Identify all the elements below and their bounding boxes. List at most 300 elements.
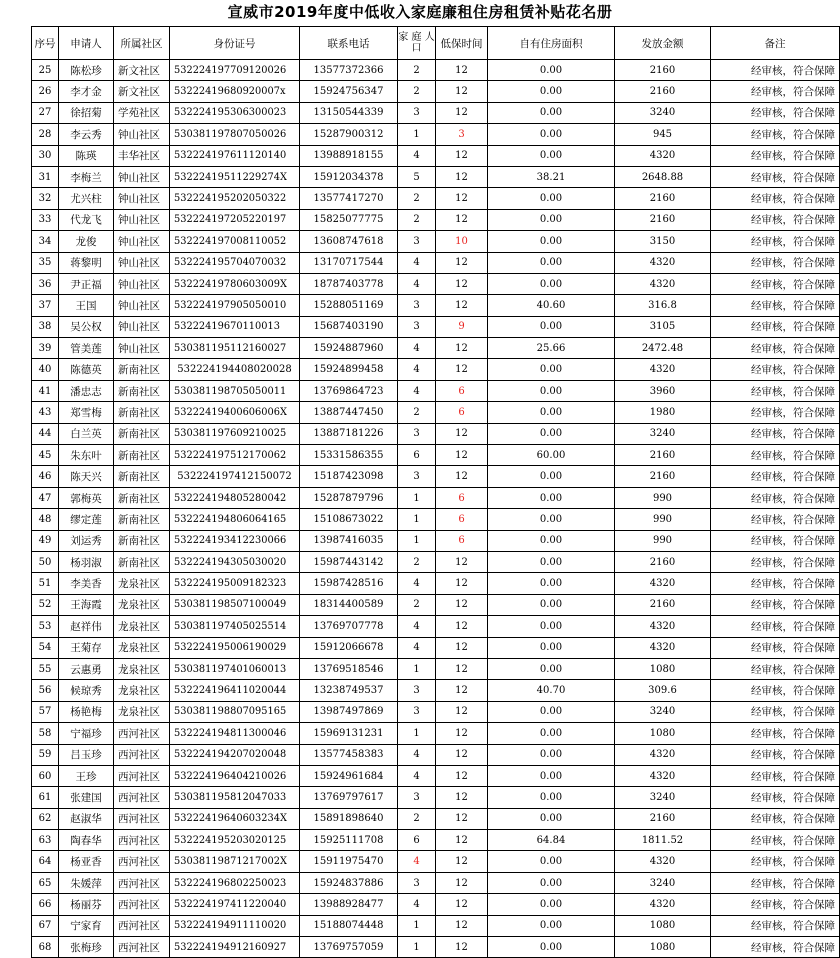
cell-family-size: 6 <box>398 445 436 466</box>
cell-amount: 2160 <box>615 188 711 209</box>
cell-amount: 4320 <box>615 252 711 273</box>
cell-applicant: 陶春华 <box>59 830 114 851</box>
table-row <box>32 252 840 273</box>
col-header-id: 身份证号 <box>170 27 300 60</box>
cell-seq: 28 <box>32 124 59 145</box>
table-row <box>32 830 840 851</box>
cell-applicant: 郭梅英 <box>59 487 114 508</box>
cell-community: 新南社区 <box>114 359 170 380</box>
cell-id-number: 532224197709120026 <box>170 60 300 81</box>
cell-phone: 15912066678 <box>300 637 398 658</box>
cell-remark: 经审核，符合保障 <box>711 231 840 252</box>
cell-seq: 36 <box>32 273 59 294</box>
cell-area: 0.00 <box>488 252 615 273</box>
cell-remark: 经审核，符合保障 <box>711 551 840 572</box>
cell-remark: 经审核，符合保障 <box>711 701 840 722</box>
cell-remark: 经审核，符合保障 <box>711 723 840 744</box>
table-row <box>32 166 840 187</box>
cell-family-size: 2 <box>398 594 436 615</box>
table-row <box>32 787 840 808</box>
cell-applicant: 王珍 <box>59 765 114 786</box>
cell-phone: 15987443142 <box>300 551 398 572</box>
cell-phone: 18787403778 <box>300 273 398 294</box>
cell-area: 38.21 <box>488 166 615 187</box>
cell-family-size: 4 <box>398 637 436 658</box>
cell-area: 0.00 <box>488 402 615 423</box>
cell-community: 钟山社区 <box>114 209 170 230</box>
cell-family-size: 1 <box>398 530 436 551</box>
cell-family-size: 4 <box>398 359 436 380</box>
cell-months: 12 <box>436 637 488 658</box>
cell-family-size: 4 <box>398 252 436 273</box>
cell-months: 12 <box>436 851 488 872</box>
cell-phone: 15924887960 <box>300 338 398 359</box>
cell-months: 6 <box>436 402 488 423</box>
cell-community: 龙泉社区 <box>114 637 170 658</box>
cell-area: 40.70 <box>488 680 615 701</box>
cell-family-size: 2 <box>398 81 436 102</box>
table-row <box>32 102 840 123</box>
cell-applicant: 张梅珍 <box>59 937 114 958</box>
cell-family-size: 4 <box>398 894 436 915</box>
cell-community: 龙泉社区 <box>114 573 170 594</box>
cell-remark: 经审核，符合保障 <box>711 102 840 123</box>
table-row <box>32 872 840 893</box>
cell-amount: 1811.52 <box>615 830 711 851</box>
cell-family-size: 3 <box>398 872 436 893</box>
cell-id-number: 53222419511229274X <box>170 166 300 187</box>
cell-applicant: 龙俊 <box>59 231 114 252</box>
table-row <box>32 487 840 508</box>
cell-family-size: 6 <box>398 830 436 851</box>
cell-remark: 经审核，符合保障 <box>711 209 840 230</box>
cell-applicant: 杨羽淑 <box>59 551 114 572</box>
cell-applicant: 李美香 <box>59 573 114 594</box>
cell-area: 0.00 <box>488 231 615 252</box>
cell-community: 西河社区 <box>114 765 170 786</box>
cell-phone: 13887181226 <box>300 423 398 444</box>
cell-phone: 15987428516 <box>300 573 398 594</box>
cell-id-number: 530381197807050026 <box>170 124 300 145</box>
cell-months: 12 <box>436 701 488 722</box>
cell-months: 6 <box>436 530 488 551</box>
cell-phone: 13238749537 <box>300 680 398 701</box>
cell-applicant: 杨亚香 <box>59 851 114 872</box>
cell-family-size: 4 <box>398 851 436 872</box>
cell-amount: 316.8 <box>615 295 711 316</box>
table-row <box>32 81 840 102</box>
cell-seq: 27 <box>32 102 59 123</box>
cell-phone: 15924899458 <box>300 359 398 380</box>
cell-id-number: 530381198507100049 <box>170 594 300 615</box>
cell-community: 钟山社区 <box>114 338 170 359</box>
cell-months: 12 <box>436 188 488 209</box>
cell-remark: 经审核，符合保障 <box>711 273 840 294</box>
cell-phone: 15924837886 <box>300 872 398 893</box>
cell-months: 12 <box>436 573 488 594</box>
cell-months: 3 <box>436 124 488 145</box>
cell-seq: 53 <box>32 616 59 637</box>
cell-id-number: 532224194912160927 <box>170 937 300 958</box>
cell-applicant: 管美莲 <box>59 338 114 359</box>
cell-id-number: 532224196411020044 <box>170 680 300 701</box>
cell-phone: 15287879796 <box>300 487 398 508</box>
cell-applicant: 尹正福 <box>59 273 114 294</box>
cell-months: 12 <box>436 551 488 572</box>
cell-phone: 13769757059 <box>300 937 398 958</box>
cell-phone: 15912034378 <box>300 166 398 187</box>
table-body <box>32 60 840 958</box>
cell-applicant: 代龙飞 <box>59 209 114 230</box>
cell-id-number: 530381197405025514 <box>170 616 300 637</box>
cell-phone: 15108673022 <box>300 509 398 530</box>
table-row <box>32 466 840 487</box>
cell-phone: 13988918155 <box>300 145 398 166</box>
cell-family-size: 3 <box>398 102 436 123</box>
cell-phone: 13988928477 <box>300 894 398 915</box>
cell-id-number: 53222419780603009X <box>170 273 300 294</box>
cell-phone: 13769518546 <box>300 658 398 679</box>
cell-community: 西河社区 <box>114 915 170 936</box>
cell-remark: 经审核，符合保障 <box>711 60 840 81</box>
cell-phone: 13608747618 <box>300 231 398 252</box>
cell-months: 12 <box>436 658 488 679</box>
cell-area: 0.00 <box>488 509 615 530</box>
cell-community: 新文社区 <box>114 81 170 102</box>
cell-remark: 经审核，符合保障 <box>711 830 840 851</box>
table-row <box>32 637 840 658</box>
cell-seq: 66 <box>32 894 59 915</box>
cell-area: 0.00 <box>488 872 615 893</box>
cell-id-number: 532224195306300023 <box>170 102 300 123</box>
cell-phone: 15287900312 <box>300 124 398 145</box>
cell-id-number: 53038119871217002X <box>170 851 300 872</box>
table-row <box>32 658 840 679</box>
cell-community: 西河社区 <box>114 723 170 744</box>
cell-applicant: 陈德英 <box>59 359 114 380</box>
cell-phone: 15891898640 <box>300 808 398 829</box>
cell-applicant: 吴公权 <box>59 316 114 337</box>
cell-id-number: 532224197411220040 <box>170 894 300 915</box>
cell-family-size: 2 <box>398 209 436 230</box>
cell-area: 0.00 <box>488 915 615 936</box>
cell-applicant: 云惠勇 <box>59 658 114 679</box>
cell-applicant: 李才金 <box>59 81 114 102</box>
cell-area: 0.00 <box>488 359 615 380</box>
cell-applicant: 候琼秀 <box>59 680 114 701</box>
table-row <box>32 680 840 701</box>
cell-phone: 15924961684 <box>300 765 398 786</box>
cell-amount: 2160 <box>615 81 711 102</box>
cell-seq: 63 <box>32 830 59 851</box>
cell-id-number: 532224197205220197 <box>170 209 300 230</box>
cell-phone: 18314400589 <box>300 594 398 615</box>
cell-id-number: 530381198705050011 <box>170 380 300 401</box>
cell-area: 0.00 <box>488 423 615 444</box>
cell-months: 9 <box>436 316 488 337</box>
cell-area: 0.00 <box>488 209 615 230</box>
cell-remark: 经审核，符合保障 <box>711 380 840 401</box>
cell-amount: 1080 <box>615 937 711 958</box>
cell-amount: 3240 <box>615 102 711 123</box>
cell-family-size: 3 <box>398 423 436 444</box>
cell-phone: 13769707778 <box>300 616 398 637</box>
col-header-amount: 发放金额 <box>615 27 711 60</box>
cell-phone: 15825077775 <box>300 209 398 230</box>
cell-amount: 2160 <box>615 808 711 829</box>
cell-phone: 15969131231 <box>300 723 398 744</box>
cell-amount: 990 <box>615 487 711 508</box>
cell-remark: 经审核，符合保障 <box>711 445 840 466</box>
cell-applicant: 朱媛萍 <box>59 872 114 893</box>
cell-area: 0.00 <box>488 894 615 915</box>
cell-applicant: 蒋黎明 <box>59 252 114 273</box>
cell-area: 64.84 <box>488 830 615 851</box>
table-row <box>32 338 840 359</box>
cell-seq: 43 <box>32 402 59 423</box>
cell-family-size: 3 <box>398 295 436 316</box>
cell-community: 新南社区 <box>114 402 170 423</box>
cell-community: 新文社区 <box>114 60 170 81</box>
cell-seq: 50 <box>32 551 59 572</box>
cell-community: 西河社区 <box>114 808 170 829</box>
cell-id-number: 53222419670110013 <box>170 316 300 337</box>
cell-family-size: 4 <box>398 765 436 786</box>
cell-community: 西河社区 <box>114 937 170 958</box>
table-row <box>32 402 840 423</box>
cell-seq: 44 <box>32 423 59 444</box>
cell-remark: 经审核，符合保障 <box>711 295 840 316</box>
cell-seq: 41 <box>32 380 59 401</box>
cell-months: 12 <box>436 830 488 851</box>
cell-amount: 4320 <box>615 359 711 380</box>
cell-remark: 经审核，符合保障 <box>711 124 840 145</box>
cell-applicant: 白兰英 <box>59 423 114 444</box>
cell-seq: 62 <box>32 808 59 829</box>
cell-id-number: 532224194811300046 <box>170 723 300 744</box>
cell-area: 0.00 <box>488 188 615 209</box>
cell-seq: 58 <box>32 723 59 744</box>
cell-remark: 经审核，符合保障 <box>711 487 840 508</box>
cell-id-number: 532224194805280042 <box>170 487 300 508</box>
cell-seq: 48 <box>32 509 59 530</box>
cell-months: 12 <box>436 872 488 893</box>
cell-area: 0.00 <box>488 60 615 81</box>
table-row <box>32 231 840 252</box>
cell-family-size: 3 <box>398 231 436 252</box>
table-row <box>32 124 840 145</box>
cell-months: 12 <box>436 894 488 915</box>
table-row <box>32 60 840 81</box>
cell-applicant: 赵淑华 <box>59 808 114 829</box>
table-row <box>32 509 840 530</box>
cell-community: 新南社区 <box>114 530 170 551</box>
cell-applicant: 杨艳梅 <box>59 701 114 722</box>
cell-months: 12 <box>436 145 488 166</box>
cell-months: 12 <box>436 594 488 615</box>
table-row <box>32 530 840 551</box>
table-row <box>32 894 840 915</box>
cell-amount: 3240 <box>615 423 711 444</box>
roster-table <box>31 26 840 958</box>
table-row <box>32 937 840 958</box>
cell-area: 0.00 <box>488 701 615 722</box>
cell-id-number: 532224196802250023 <box>170 872 300 893</box>
table-row <box>32 445 840 466</box>
cell-family-size: 2 <box>398 188 436 209</box>
cell-family-size: 4 <box>398 338 436 359</box>
cell-community: 西河社区 <box>114 830 170 851</box>
cell-remark: 经审核，符合保障 <box>711 530 840 551</box>
cell-amount: 4320 <box>615 744 711 765</box>
cell-months: 12 <box>436 60 488 81</box>
cell-seq: 55 <box>32 658 59 679</box>
cell-family-size: 2 <box>398 808 436 829</box>
table-row <box>32 551 840 572</box>
cell-months: 12 <box>436 252 488 273</box>
cell-area: 0.00 <box>488 316 615 337</box>
cell-id-number: 532224194806064165 <box>170 509 300 530</box>
cell-seq: 37 <box>32 295 59 316</box>
cell-amount: 4320 <box>615 616 711 637</box>
cell-area: 0.00 <box>488 124 615 145</box>
cell-amount: 2160 <box>615 445 711 466</box>
cell-community: 新南社区 <box>114 445 170 466</box>
cell-community: 钟山社区 <box>114 231 170 252</box>
table-row <box>32 380 840 401</box>
cell-family-size: 3 <box>398 466 436 487</box>
cell-seq: 54 <box>32 637 59 658</box>
cell-months: 12 <box>436 81 488 102</box>
cell-remark: 经审核，符合保障 <box>711 166 840 187</box>
cell-family-size: 4 <box>398 145 436 166</box>
cell-id-number: 532224194408020028 <box>170 359 300 380</box>
cell-remark: 经审核，符合保障 <box>711 81 840 102</box>
table-row <box>32 209 840 230</box>
cell-area: 0.00 <box>488 551 615 572</box>
col-header-seq: 序号 <box>32 27 59 60</box>
cell-area: 0.00 <box>488 744 615 765</box>
cell-seq: 65 <box>32 872 59 893</box>
cell-seq: 49 <box>32 530 59 551</box>
cell-months: 12 <box>436 102 488 123</box>
cell-months: 12 <box>436 616 488 637</box>
cell-area: 0.00 <box>488 808 615 829</box>
table-row <box>32 808 840 829</box>
cell-id-number: 530381197609210025 <box>170 423 300 444</box>
cell-community: 钟山社区 <box>114 273 170 294</box>
cell-amount: 3240 <box>615 872 711 893</box>
cell-applicant: 王海霞 <box>59 594 114 615</box>
cell-id-number: 532224194911110020 <box>170 915 300 936</box>
cell-applicant: 王菊存 <box>59 637 114 658</box>
cell-amount: 3240 <box>615 701 711 722</box>
cell-applicant: 李云秀 <box>59 124 114 145</box>
cell-family-size: 1 <box>398 915 436 936</box>
cell-family-size: 4 <box>398 616 436 637</box>
cell-amount: 2160 <box>615 551 711 572</box>
cell-area: 0.00 <box>488 145 615 166</box>
cell-months: 12 <box>436 723 488 744</box>
cell-id-number: 53222419680920007x <box>170 81 300 102</box>
cell-remark: 经审核，符合保障 <box>711 851 840 872</box>
cell-seq: 31 <box>32 166 59 187</box>
cell-applicant: 杨丽芬 <box>59 894 114 915</box>
cell-community: 龙泉社区 <box>114 594 170 615</box>
cell-amount: 4320 <box>615 894 711 915</box>
cell-id-number: 532224197611120140 <box>170 145 300 166</box>
cell-phone: 13170717544 <box>300 252 398 273</box>
table-row <box>32 594 840 615</box>
cell-remark: 经审核，符合保障 <box>711 359 840 380</box>
cell-amount: 2472.48 <box>615 338 711 359</box>
cell-remark: 经审核，符合保障 <box>711 765 840 786</box>
cell-applicant: 徐招菊 <box>59 102 114 123</box>
cell-amount: 3105 <box>615 316 711 337</box>
cell-seq: 68 <box>32 937 59 958</box>
cell-months: 12 <box>436 445 488 466</box>
cell-amount: 990 <box>615 509 711 530</box>
cell-seq: 34 <box>32 231 59 252</box>
cell-months: 12 <box>436 423 488 444</box>
cell-seq: 40 <box>32 359 59 380</box>
cell-months: 12 <box>436 166 488 187</box>
col-header-phone: 联系电话 <box>300 27 398 60</box>
cell-seq: 61 <box>32 787 59 808</box>
cell-community: 钟山社区 <box>114 295 170 316</box>
cell-family-size: 3 <box>398 787 436 808</box>
cell-area: 0.00 <box>488 851 615 872</box>
col-header-family: 家 庭 人 口 <box>398 27 436 60</box>
cell-community: 丰华社区 <box>114 145 170 166</box>
cell-amount: 3240 <box>615 787 711 808</box>
cell-applicant: 吕玉珍 <box>59 744 114 765</box>
cell-remark: 经审核，符合保障 <box>711 680 840 701</box>
cell-amount: 1980 <box>615 402 711 423</box>
col-header-area: 自有住房面积 <box>488 27 615 60</box>
table-row <box>32 573 840 594</box>
cell-months: 10 <box>436 231 488 252</box>
cell-phone: 15331586355 <box>300 445 398 466</box>
cell-id-number: 532224197412150072 <box>170 466 300 487</box>
cell-months: 12 <box>436 273 488 294</box>
cell-seq: 60 <box>32 765 59 786</box>
cell-community: 新南社区 <box>114 551 170 572</box>
cell-applicant: 陈瑛 <box>59 145 114 166</box>
cell-area: 60.00 <box>488 445 615 466</box>
cell-amount: 4320 <box>615 573 711 594</box>
cell-community: 西河社区 <box>114 787 170 808</box>
cell-months: 12 <box>436 338 488 359</box>
cell-amount: 4320 <box>615 637 711 658</box>
cell-id-number: 532224195704070032 <box>170 252 300 273</box>
cell-seq: 59 <box>32 744 59 765</box>
header-row <box>32 27 840 60</box>
cell-id-number: 532224197008110052 <box>170 231 300 252</box>
cell-amount: 2648.88 <box>615 166 711 187</box>
cell-area: 0.00 <box>488 466 615 487</box>
cell-remark: 经审核，符合保障 <box>711 616 840 637</box>
cell-seq: 25 <box>32 60 59 81</box>
cell-seq: 47 <box>32 487 59 508</box>
cell-months: 12 <box>436 808 488 829</box>
cell-phone: 13887447450 <box>300 402 398 423</box>
cell-id-number: 532224195006190029 <box>170 637 300 658</box>
cell-remark: 经审核，符合保障 <box>711 316 840 337</box>
cell-seq: 52 <box>32 594 59 615</box>
cell-community: 西河社区 <box>114 894 170 915</box>
cell-phone: 13769864723 <box>300 380 398 401</box>
